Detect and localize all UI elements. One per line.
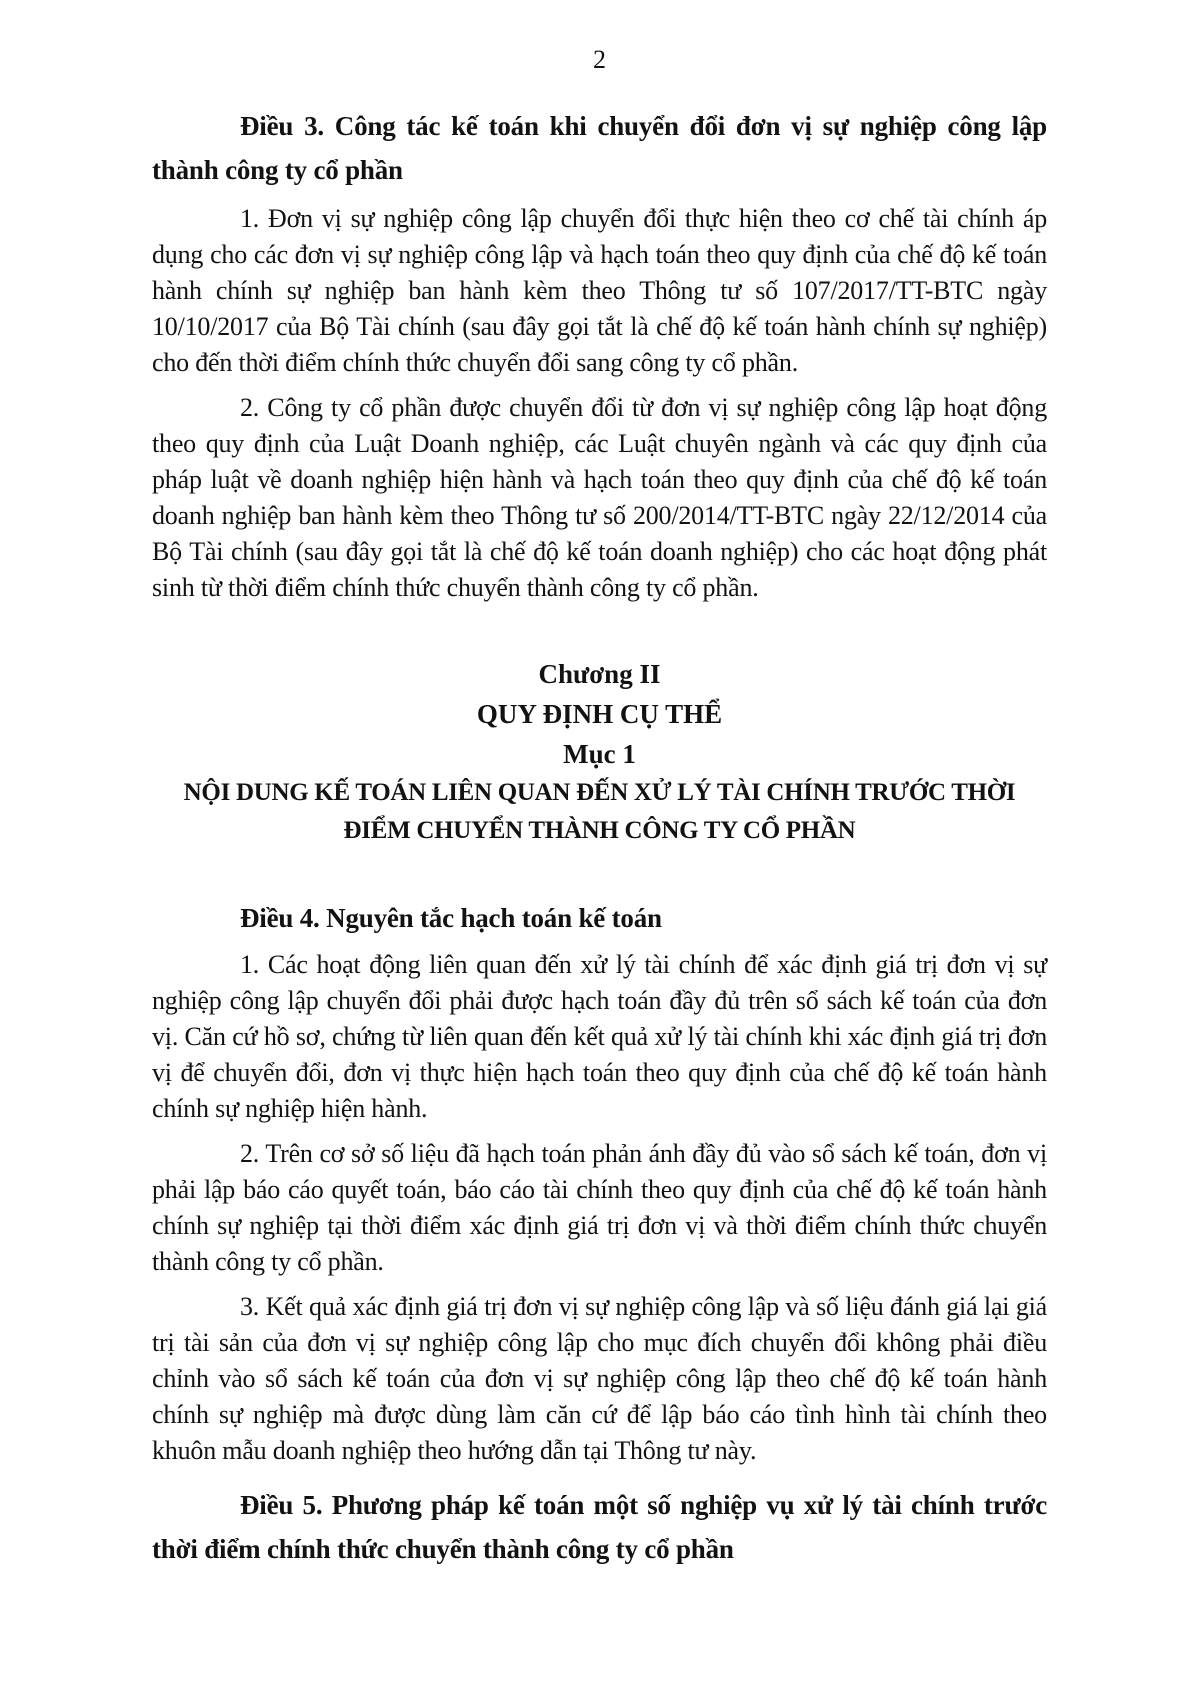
page-number: 2	[593, 45, 606, 74]
article-3-paragraph-1: 1. Đơn vị sự nghiệp công lập chuyển đổi thực hiện theo cơ chế tài chính áp dụng cho các đơn vị sự nghiệp công lập và hạch toán theo quy định của chế độ kế toán hành chính sự nghiệp ban hành kèm theo Thông tư số 107/2017/TT-BTC ngày 10/10/2017 của Bộ Tài chính (sau đây gọi tắt là chế độ kế toán hành chính sự nghiệp) cho đến thời điểm chính thức chuyển đổi sang công ty cổ phần.	[152, 204, 1047, 377]
section-1-label: Mục 1	[563, 739, 636, 769]
article-4-heading: Điều 4. Nguyên tắc hạch toán kế toán	[240, 903, 662, 933]
chapter-2-title: QUY ĐỊNH CỤ THỂ	[476, 699, 723, 729]
article-4-paragraph-1: 1. Các hoạt động liên quan đến xử lý tài chính để xác định giá trị đơn vị sự nghiệp công lập chuyển đổi phải được hạch toán đầy đủ trên sổ sách kế toán của đơn vị. Căn cứ hồ sơ, chứng từ liên quan đến kết quả xử lý tài chính khi xác định giá trị đơn vị để chuyển đổi, đơn vị thực hiện hạch toán theo quy định của chế độ kế toán hành chính sự nghiệp hiện hành.	[152, 950, 1047, 1123]
article-3-paragraph-2: 2. Công ty cổ phần được chuyển đổi từ đơn vị sự nghiệp công lập hoạt động theo quy định của Luật Doanh nghiệp, các Luật chuyên ngành và các quy định của pháp luật về doanh nghiệp hiện hành và hạch toán theo quy định của chế độ kế toán doanh nghiệp ban hành kèm theo Thông tư số 200/2014/TT-BTC ngày 22/12/2014 của Bộ Tài chính (sau đây gọi tắt là chế độ kế toán doanh nghiệp) cho các hoạt động phát sinh từ thời điểm chính thức chuyển thành công ty cổ phần.	[152, 393, 1047, 602]
article-5-heading: Điều 5. Phương pháp kế toán một số nghiệp vụ xử lý tài chính trước thời điểm chính thức chuyển thành công ty cổ phần	[152, 1490, 1047, 1564]
section-1-title: NỘI DUNG KẾ TOÁN LIÊN QUAN ĐẾN XỬ LÝ TÀI CHÍNH TRƯỚC THỜI ĐIỂM CHUYỂN THÀNH CÔNG TY CỔ PHẦN	[183, 779, 1016, 844]
article-4-paragraph-3: 3. Kết quả xác định giá trị đơn vị sự nghiệp công lập và số liệu đánh giá lại giá trị tài sản của đơn vị sự nghiệp công lập cho mục đích chuyển đổi không phải điều chỉnh vào sổ sách kế toán của đơn vị sự nghiệp công lập theo chế độ kế toán hành chính sự nghiệp mà được dùng làm căn cứ để lập báo cáo tình hình tài chính theo khuôn mẫu doanh nghiệp theo hướng dẫn tại Thông tư này.	[152, 1292, 1047, 1465]
chapter-2-label: Chương II	[538, 659, 661, 689]
chapter-2-block	[152, 654, 1047, 850]
article-3-heading: Điều 3. Công tác kế toán khi chuyển đổi đơn vị sự nghiệp công lập thành công ty cổ phần	[152, 111, 1047, 185]
article-4-paragraph-2: 2. Trên cơ sở số liệu đã hạch toán phản ánh đầy đủ vào sổ sách kế toán, đơn vị phải lập báo cáo quyết toán, báo cáo tài chính theo quy định của chế độ kế toán hành chính sự nghiệp tại thời điểm xác định giá trị đơn vị và thời điểm chính thức chuyển thành công ty cổ phần.	[152, 1139, 1047, 1276]
